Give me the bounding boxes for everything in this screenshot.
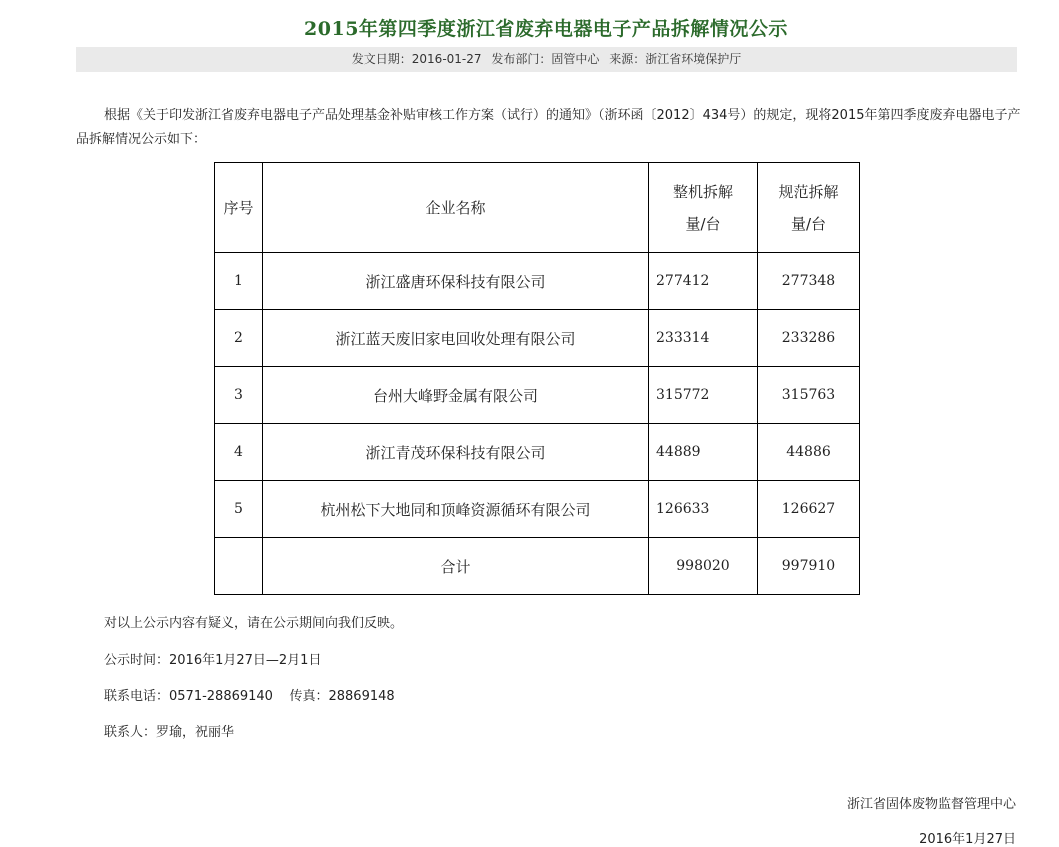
contact-phone: 联系电话：0571-28869140	[104, 689, 273, 704]
header-total-line1: 整机拆解	[672, 182, 733, 201]
publish-department: 发布部门：固管中心	[491, 52, 600, 66]
header-company: 企业名称	[263, 163, 649, 253]
row-seq: 4	[215, 424, 263, 481]
table-row	[215, 367, 860, 424]
row-standard: 44886	[758, 424, 860, 481]
sum-standard: 997910	[758, 538, 860, 595]
row-standard: 277348	[758, 253, 860, 310]
table-row	[215, 424, 860, 481]
row-standard: 233286	[758, 310, 860, 367]
row-standard: 315763	[758, 367, 860, 424]
signature-date: 2016年1月27日	[919, 832, 1016, 847]
row-total: 233314	[649, 310, 758, 367]
publicity-period: 公示时间：2016年1月27日—2月1日	[104, 653, 322, 668]
contact-persons: 联系人：罗瑜，祝丽华	[104, 725, 235, 740]
row-company: 浙江盛唐环保科技有限公司	[263, 253, 649, 310]
publish-source: 来源：浙江省环境保护厅	[609, 52, 742, 66]
header-seq: 序号	[215, 163, 263, 253]
header-total	[649, 163, 758, 253]
row-company: 台州大峰野金属有限公司	[263, 367, 649, 424]
sum-total: 998020	[649, 538, 758, 595]
header-standard-line1: 规范拆解	[778, 182, 839, 201]
signature-organization: 浙江省固体废物监督管理中心	[846, 797, 1016, 812]
publish-date: 发文日期：2016-01-27	[351, 52, 482, 66]
header-standard-line2: 量/台	[790, 214, 827, 233]
row-total: 277412	[649, 253, 758, 310]
table-header-row	[215, 163, 860, 253]
row-seq: 2	[215, 310, 263, 367]
intro-paragraph: 根据《关于印发浙江省废弃电器电子产品处理基金补贴审核工作方案（试行）的通知》（浙环函〔2012〕434号）的规定，现将2015年第四季度废弃电器电子产品拆解情况公示如下：	[76, 108, 1021, 147]
sum-label: 合计	[263, 538, 649, 595]
row-seq: 5	[215, 481, 263, 538]
header-total-line2: 量/台	[685, 214, 721, 233]
header-standard	[758, 163, 860, 253]
dismantling-table	[214, 162, 860, 595]
meta-bar	[76, 47, 1017, 72]
row-company: 浙江青茂环保科技有限公司	[263, 424, 649, 481]
table-row	[215, 481, 860, 538]
table-row	[215, 253, 860, 310]
row-total: 44889	[649, 424, 758, 481]
row-company: 杭州松下大地同和顶峰资源循环有限公司	[263, 481, 649, 538]
sum-seq-empty	[215, 538, 263, 595]
row-seq: 1	[215, 253, 263, 310]
page-title: 2015年第四季度浙江省废弃电器电子产品拆解情况公示	[304, 18, 788, 40]
row-total: 315772	[649, 367, 758, 424]
row-company: 浙江蓝天废旧家电回收处理有限公司	[263, 310, 649, 367]
row-total: 126633	[649, 481, 758, 538]
table-row	[215, 310, 860, 367]
objection-note: 对以上公示内容有疑义，请在公示期间向我们反映。	[104, 616, 404, 631]
row-standard: 126627	[758, 481, 860, 538]
table-sum-row	[215, 538, 860, 595]
contact-fax: 传真：28869148	[289, 689, 395, 704]
contact-line	[104, 685, 395, 704]
row-seq: 3	[215, 367, 263, 424]
